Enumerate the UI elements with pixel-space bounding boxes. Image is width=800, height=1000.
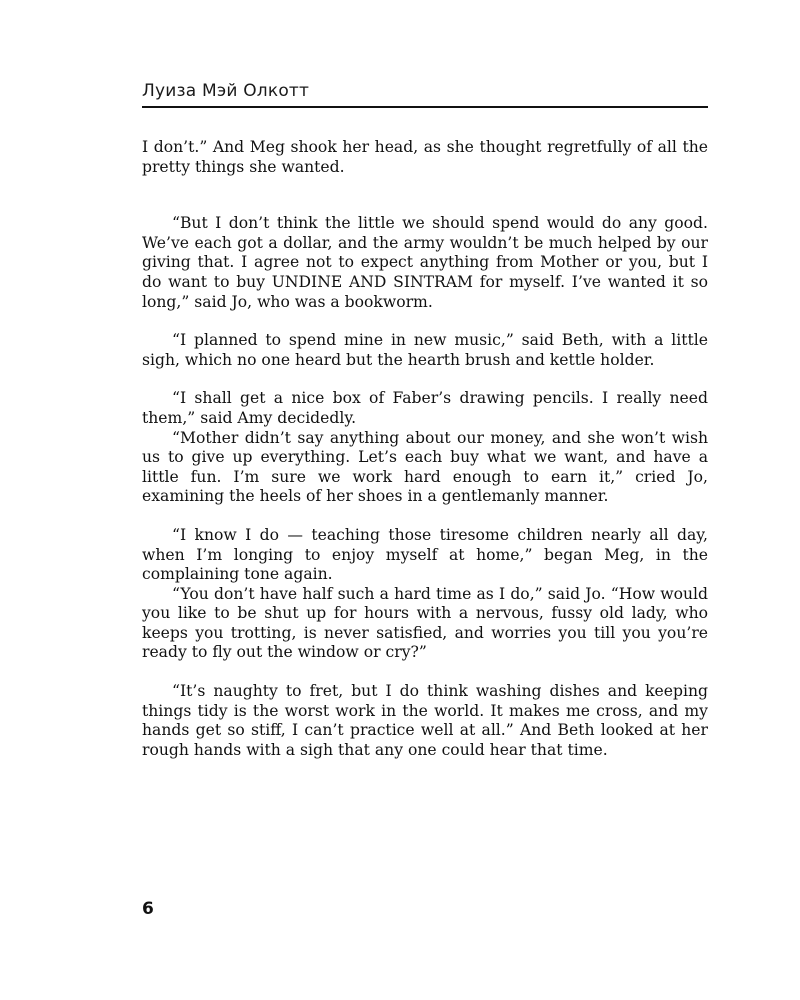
running-head-author: Луиза Мэй Олкотт xyxy=(142,81,310,101)
paragraph-jo-hard-time: “You don’t have half such a hard time as I do,” said Jo. “How would you like to be shut up for hours with a nervous, fussy old lady, who keeps you trotting, is never satisfied, and worries you till you you’re ready to fly out the window or cry?” xyxy=(142,584,708,662)
paragraph-jo-money: “Mother didn’t say anything about our money, and she won’t wish us to give up everything. Let’s each buy what we want, and have a little fun. I’m sure we work hard enough to earn it,” cried Jo, examining the heels of her shoes in a gentlemanly manner. xyxy=(142,428,708,506)
header-rule xyxy=(142,106,708,108)
paragraph-beth-music: “I planned to spend mine in new music,” said Beth, with a little sigh, which no one heard but the hearth brush and kettle holder. xyxy=(142,331,708,369)
page-number: 6 xyxy=(142,899,154,919)
paragraph-continuation: I don’t.” And Meg shook her head, as she thought regretfully of all the pretty things she wanted. xyxy=(142,138,708,176)
paragraph-meg-teaching: “I know I do — teaching those tiresome children nearly all day, when I’m longing to enjoy myself at home,” began Meg, in the complaining tone again. xyxy=(142,525,708,584)
paragraph-beth-dishes: “It’s naughty to fret, but I do think washing dishes and keeping things tidy is the worst work in the world. It makes me cross, and my hands get so stiff, I can’t practice well at all.” And Beth looked at her rough hands with a sigh that any one could hear that time. xyxy=(142,682,708,759)
paragraph-amy-pencils: “I shall get a nice box of Faber’s drawing pencils. I really need them,” said Amy decidedly. xyxy=(142,389,708,427)
body-text xyxy=(142,138,708,760)
paragraph-jo-undine: “But I don’t think the little we should spend would do any good. We’ve each got a dollar, and the army wouldn’t be much helped by our giving that. I agree not to expect anything from Mother or you, but I do want to buy UNDINE AND SINTRAM for myself. I’ve wanted it so long,” said Jo, who was a bookworm. xyxy=(142,214,708,311)
